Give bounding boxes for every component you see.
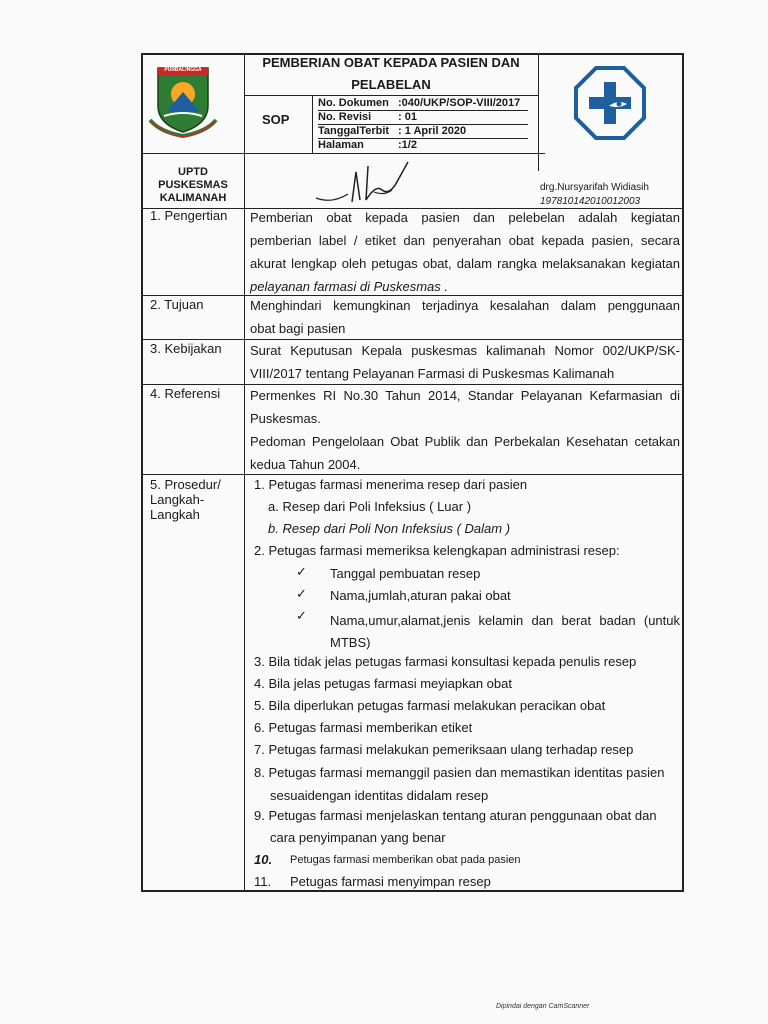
meta-block [318, 97, 538, 152]
text-line: pelayanan farmasi di Puskesmas . [250, 279, 448, 294]
text-line: akurat lengkap oleh petugas obat, dalam rangka melaksanakan kegiatan [250, 256, 680, 271]
text-line: kedua Tahun 2004. [250, 457, 361, 472]
section-label-prosedur [150, 477, 221, 522]
section-body-pengertian [250, 206, 680, 298]
text-line: MTBS) [330, 635, 371, 650]
section-label-referensi: 4. Referensi [150, 386, 221, 401]
step-1: 1. Petugas farmasi menerima resep dari pasien [254, 477, 528, 492]
step-8-line2: sesuaidengan identitas didalam resep [270, 788, 489, 803]
section-label-kebijakan: 3. Kebijakan [150, 341, 222, 356]
meta-value: : 1 April 2020 [398, 125, 467, 137]
step-11-text: Petugas farmasi menyimpan resep [290, 874, 491, 889]
section-body-kebijakan [250, 339, 680, 385]
text-line: obat bagi pasien [250, 321, 346, 336]
checkmark-icon: ✓ [296, 608, 307, 623]
section-label-pengertian: 1. Pengertian [150, 208, 228, 223]
text-line: Puskesmas. [250, 411, 321, 426]
text-line: pemberian label / etiket dan penyerahan obat kepada pasien, secara [250, 233, 680, 248]
step-1b: b. Resep dari Poli Non Infeksius ( Dalam ) [268, 521, 511, 536]
sop-label: SOP [262, 112, 290, 127]
label-line: Langkah [150, 507, 200, 522]
text-line: Pedoman Pengelolaan Obat Publik dan Perbekalan Kesehatan cetakan [250, 434, 680, 449]
puskesmas-logo [570, 64, 650, 142]
document-title-line1: PEMBERIAN OBAT KEPADA PASIEN DAN [262, 55, 520, 70]
step-5: 5. Bila diperlukan petugas farmasi melakukan peracikan obat [254, 698, 606, 713]
step-11-number: 11. [254, 874, 272, 889]
label-line: Langkah- [150, 492, 205, 507]
text-line: VIII/2017 tentang Pelayanan Farmasi di Puskesmas Kalimanah [250, 366, 615, 381]
step-9-line1: 9. Petugas farmasi menjelaskan tentang aturan penggunaan obat dan [254, 808, 657, 823]
step-7: 7. Petugas farmasi melakukan pemeriksaan ulang terhadap resep [254, 742, 634, 757]
check-item-2: Nama,jumlah,aturan pakai obat [330, 588, 511, 603]
signature [312, 160, 422, 210]
meta-label: TanggalTerbit [318, 125, 390, 137]
meta-label: No. Dokumen [318, 97, 389, 109]
text-line: Nama,umur,alamat,jenis kelamin dan berat badan (untuk [330, 613, 680, 628]
step-4: 4. Bila jelas petugas farmasi meyiapkan obat [254, 676, 512, 691]
meta-row [318, 111, 528, 125]
step-6: 6. Petugas farmasi memberikan etiket [254, 720, 473, 735]
check-item-3 [330, 610, 680, 654]
document-title-line2: PELABELAN [351, 77, 431, 92]
meta-row [318, 97, 528, 111]
scanner-watermark: Dipindai dengan CamScanner [496, 1003, 590, 1010]
section-body-referensi [250, 384, 680, 476]
step-8-line1: 8. Petugas farmasi memanggil pasien dan memastikan identitas pasien [254, 765, 665, 780]
logo-banner-text: PURBALINGGA [164, 67, 202, 73]
text-line: Pemberian obat kepada pasien dan pelebelan adalah kegiatan [250, 210, 680, 225]
org-name-line3: KALIMANAH [159, 192, 227, 204]
meta-value: :040/UKP/SOP-VIII/2017 [398, 97, 521, 109]
meta-row [318, 139, 528, 152]
section-label-tujuan: 2. Tujuan [150, 297, 204, 312]
step-3: 3. Bila tidak jelas petugas farmasi konsultasi kepada penulis resep [254, 654, 637, 669]
org-name-line2: PUSKESMAS [158, 179, 228, 191]
signer-name: drg.Nursyarifah Widiasih [540, 182, 649, 193]
step-2: 2. Petugas farmasi memeriksa kelengkapan administrasi resep: [254, 543, 620, 558]
step-10-number: 10. [254, 852, 273, 867]
text-line: Menghindari kemungkinan terjadinya kesalahan dalam penggunaan [250, 298, 680, 313]
check-item-1: Tanggal pembuatan resep [330, 566, 481, 581]
label-line: 5. Prosedur/ [150, 477, 221, 492]
step-9-line2: cara penyimpanan yang benar [270, 830, 446, 845]
org-name-line1: UPTD [178, 166, 208, 178]
checkmark-icon: ✓ [296, 586, 307, 601]
signer-nip: 197810142010012003 [540, 196, 641, 207]
meta-label: No. Revisi [318, 111, 372, 123]
step-10-text: Petugas farmasi memberikan obat pada pasien [290, 854, 521, 866]
text-line: Permenkes RI No.30 Tahun 2014, Standar Pelayanan Kefarmasian di [250, 388, 680, 403]
meta-label: Halaman [318, 139, 364, 151]
step-1a: a. Resep dari Poli Infeksius ( Luar ) [268, 499, 472, 514]
section-body-tujuan [250, 294, 680, 340]
text-line: Surat Keputusan Kepala puskesmas kalimanah Nomor 002/UKP/SK- [250, 343, 680, 358]
meta-value: : 01 [398, 111, 417, 123]
district-logo [148, 62, 218, 140]
meta-row [318, 125, 528, 139]
checkmark-icon: ✓ [296, 564, 307, 579]
meta-value: :1/2 [398, 139, 417, 151]
